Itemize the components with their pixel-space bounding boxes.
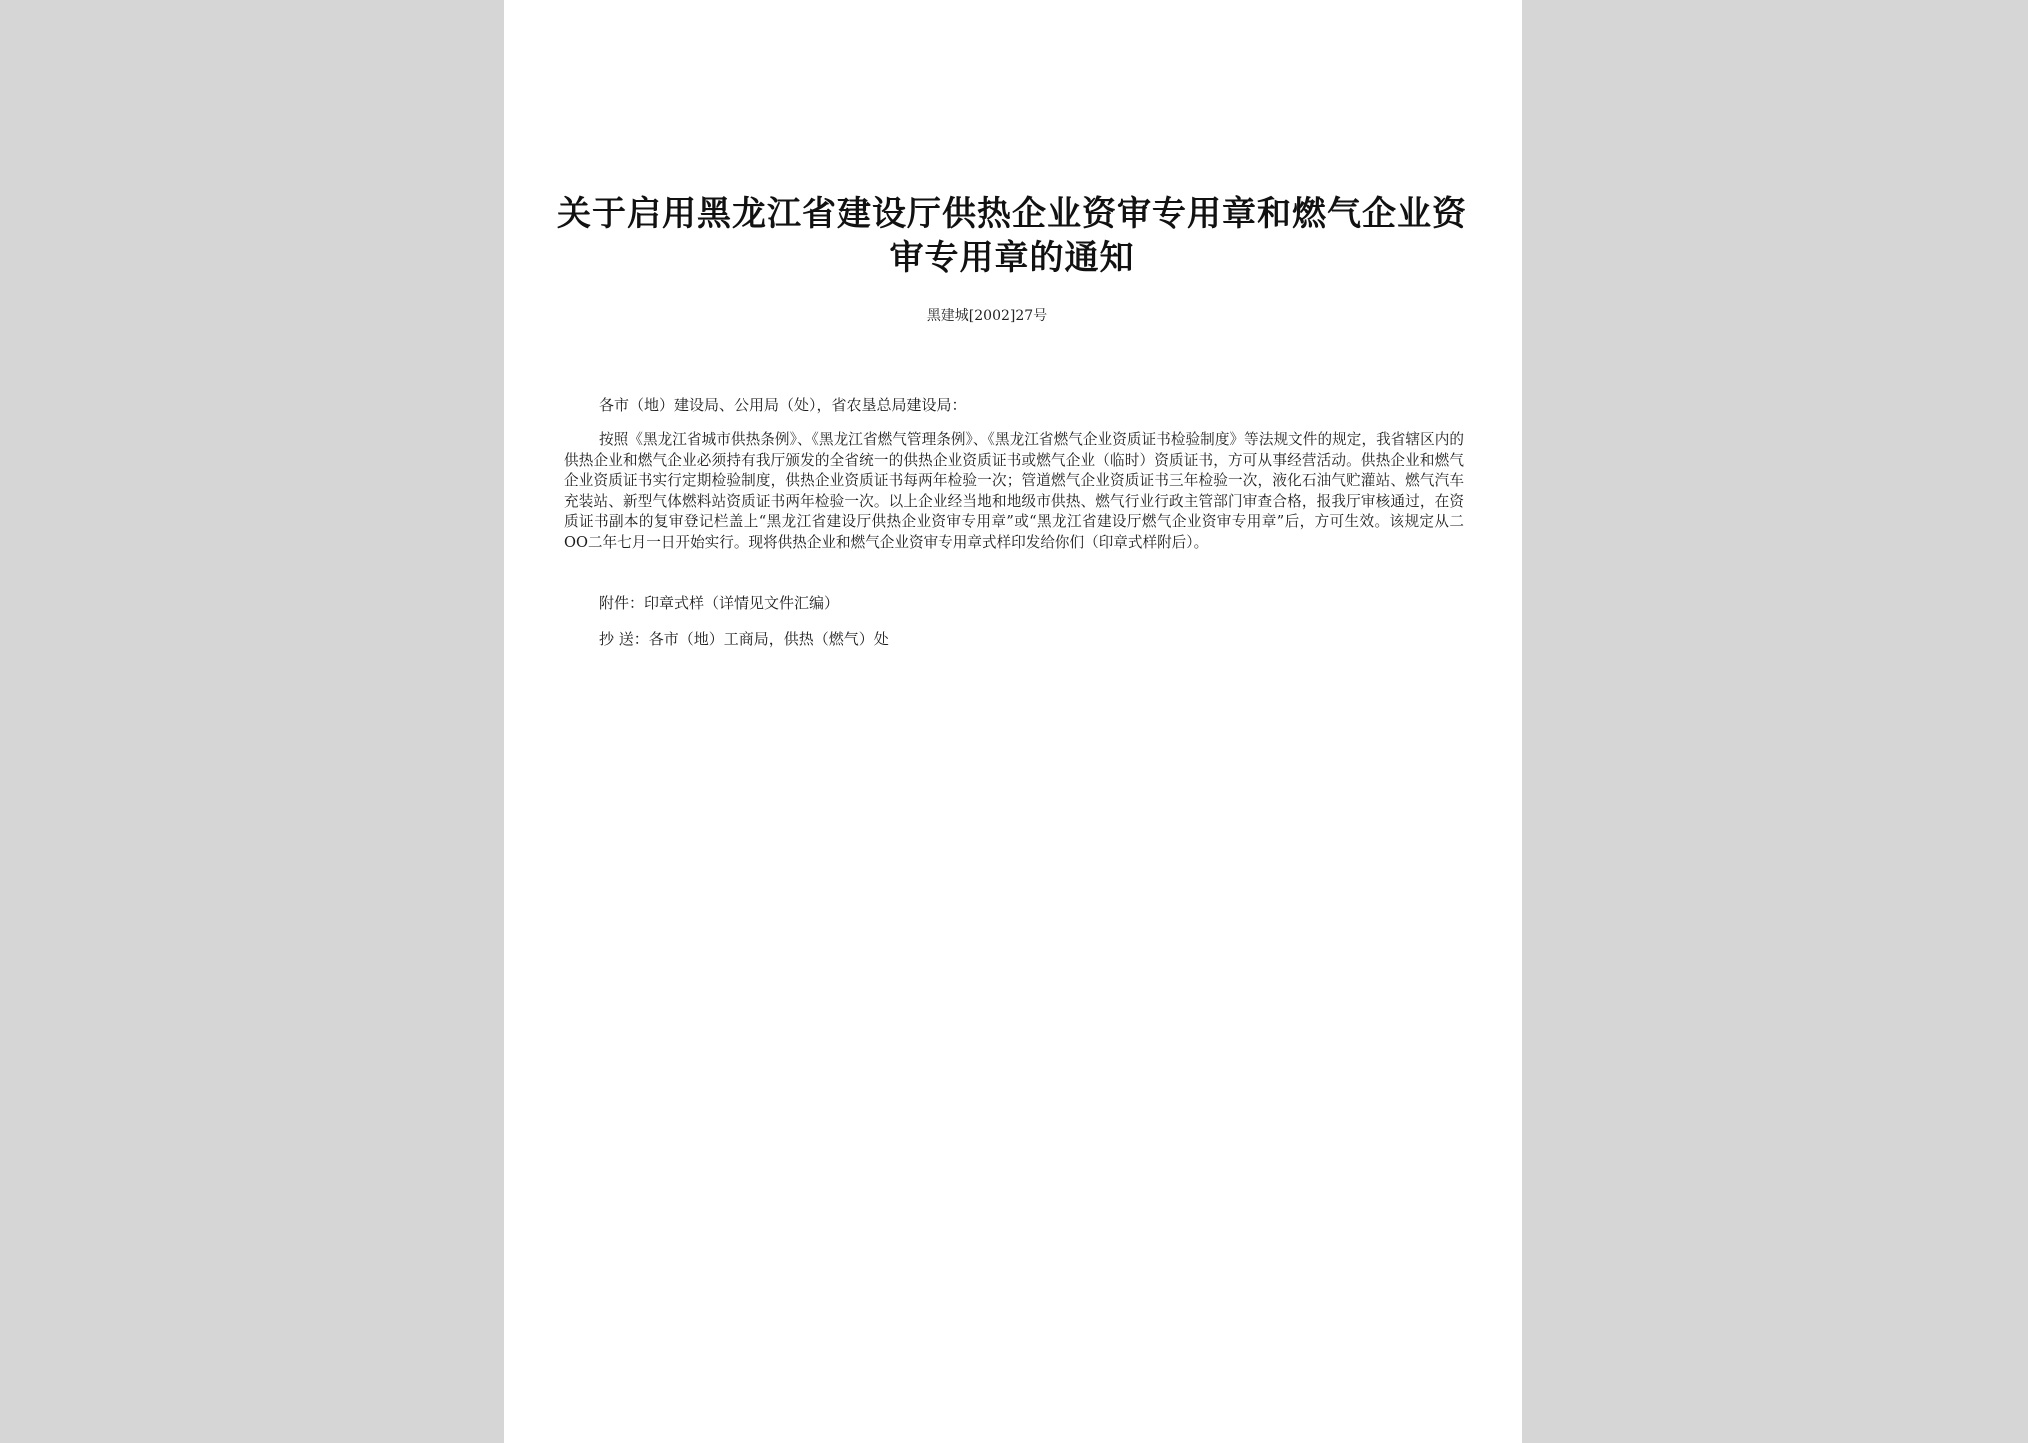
body-paragraph: 按照《黑龙江省城市供热条例》、《黑龙江省燃气管理条例》、《黑龙江省燃气企业资质证书检验制度》等法规文件的规定，我省辖区内的供热企业和燃气企业必须持有我厅颁发的全省统一的供热企业资质证书或燃气企业（临时）资质证书，方可从事经营活动。供热企业和燃气企业资质证书实行定期检验制度，供热企业资质证书每两年检验一次；管道燃气企业资质证书三年检验一次，液化石油气贮灌站、燃气汽车充装站、新型气体燃料站资质证书两年检验一次。以上企业经当地和地级市供热、燃气行业行政主管部门审查合格，报我厅审核通过，在资质证书副本的复审登记栏盖上“黑龙江省建设厅供热企业资审专用章”或“黑龙江省建设厅燃气企业资审专用章”后，方可生效。该规定从二OO二年七月一日开始实行。现将供热企业和燃气企业资审专用章式样印发给你们（印章式样附后）。: [564, 431, 1464, 551]
document-number: 黑建城[2002]27号: [926, 308, 1048, 324]
document-title: 关于启用黑龙江省建设厅供热企业资审专用章和燃气企业资审专用章的通知: [557, 194, 1467, 278]
document-page: [504, 0, 1522, 1443]
cc-line: 抄 送：各市（地）工商局，供热（燃气）处: [599, 630, 889, 648]
salutation: 各市（地）建设局、公用局（处），省农垦总局建设局：: [599, 396, 967, 414]
attachment-line: 附件：印章式样（详情见文件汇编）: [599, 594, 840, 612]
